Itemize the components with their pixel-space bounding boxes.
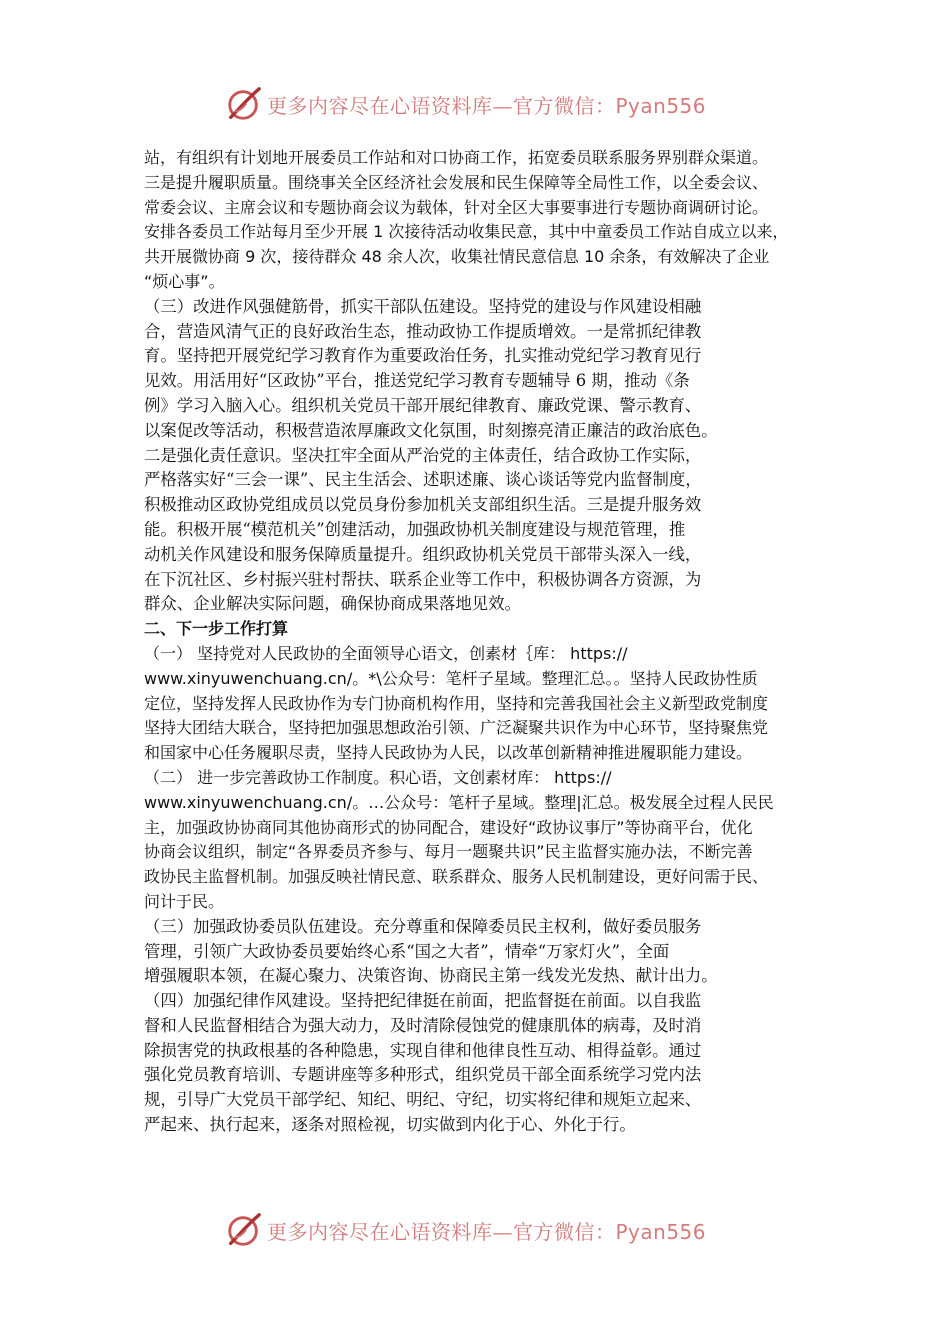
text-line: 强化党员教育培训、专题讲座等多种形式，组织党员干部全面系统学习党内法 bbox=[144, 1065, 702, 1085]
text-line: 严起来、执行起来，逐条对照检视，切实做到内化于心、外化于行。 bbox=[144, 1115, 636, 1135]
text-line: （四）加强纪律作风建设。坚持把纪律挺在前面，把监督挺在前面。以自我监 bbox=[144, 991, 702, 1011]
text-line: www.xinyuwenchuang.cn/。…公众号：笔杆子星域。整理|汇总。极发展全过程人民民 bbox=[144, 792, 774, 812]
footer-watermark bbox=[225, 1210, 706, 1250]
section-heading: 二、下一步工作打算 bbox=[144, 619, 289, 639]
banner-text bbox=[267, 90, 706, 119]
text-line: 合，营造风清气正的良好政治生态，推动政协工作提质增效。一是常抓纪律教 bbox=[144, 321, 702, 341]
text-line: 育。坚持把开展党纪学习教育作为重要政治任务，扎实推动党纪学习教育见行 bbox=[144, 346, 702, 366]
text-line: （一） 坚持党对人民政协的全面领导心语文，创素材｛库： https:// bbox=[144, 643, 628, 663]
text-line: 定位，坚持发挥人民政协作为专门协商机构作用，坚持和完善我国社会主义新型政党制度 bbox=[144, 693, 769, 713]
banner-handle: Pyan556 bbox=[615, 93, 707, 118]
text-line: 和国家中心任务履职尽责，坚持人民政协为人民，以改革创新精神推进履职能力建设。 bbox=[144, 743, 753, 763]
document-body bbox=[144, 146, 808, 1138]
text-line: 共开展微协商 9 次，接待群众 48 余人次，收集社情民意信息 10 余条，有效解决了企业 bbox=[144, 247, 770, 267]
text-line: 除损害党的执政根基的各种隐患，实现自律和他律良性互动、相得益彰。通过 bbox=[144, 1040, 702, 1060]
banner-caption: 更多内容尽在心语资料库—官方微信： bbox=[267, 1219, 616, 1244]
brush-logo-icon bbox=[225, 85, 263, 123]
text-line: 督和人民监督相结合为强大动力，及时清除侵蚀党的健康肌体的病毒，及时消 bbox=[144, 1015, 702, 1035]
text-line: 坚持大团结大联合，坚持把加强思想政治引领、广泛凝聚共识作为中心环节，坚持聚焦党 bbox=[144, 718, 769, 738]
banner-handle: Pyan556 bbox=[615, 1219, 707, 1244]
text-line: 三是提升履职质量。围绕事关全区经济社会发展和民生保障等全局性工作，以全委会议、 bbox=[144, 172, 769, 192]
text-line: 积极推动区政协党组成员以党员身份参加机关支部组织生活。三是提升服务效 bbox=[144, 495, 702, 515]
text-line: （二） 进一步完善政协工作制度。积心语，文创素材库： https:// bbox=[144, 767, 612, 787]
text-line: 安排各委员工作站每月至少开展 1 次接待活动收集民意，其中中童委员工作站自成立以来， bbox=[144, 222, 789, 242]
header-watermark bbox=[225, 84, 706, 124]
text-line: 二是强化责任意识。坚决扛牢全面从严治党的主体责任，结合政协工作实际， bbox=[144, 445, 702, 465]
text-line: 站，有组织有计划地开展委员工作站和对口协商工作，拓宽委员联系服务界别群众渠道。 bbox=[144, 148, 769, 167]
text-line: 动机关作风建设和服务保障质量提升。组织政协机关党员干部带头深入一线， bbox=[144, 544, 702, 564]
brush-logo-icon bbox=[225, 1211, 263, 1249]
text-line: 群众、企业解决实际问题，确保协商成果落地见效。 bbox=[144, 594, 521, 614]
text-line: 问计于民。 bbox=[144, 891, 225, 911]
text-line: 能。积极开展“模范机关”创建活动，加强政协机关制度建设与规范管理，推 bbox=[144, 519, 686, 539]
text-line: 增强履职本领，在凝心聚力、决策咨询、协商民主第一线发光发热、献计出力。 bbox=[144, 966, 718, 986]
text-line: 规，引导广大党员干部学纪、知纪、明纪、守纪，切实将纪律和规矩立起来、 bbox=[144, 1090, 702, 1110]
text-line: 主，加强政协协商同其他协商形式的协同配合，建设好“政协议事厅”等协商平台，优化 bbox=[144, 817, 753, 837]
text-line: 协商会议组织，制定“各界委员齐参与、每月一题聚共识”民主监督实施办法，不断完善 bbox=[144, 842, 753, 862]
text-line: www.xinyuwenchuang.cn/。*\公众号：笔杆子星域。整理汇总。。坚持人民政协性质 bbox=[144, 668, 758, 688]
text-line: “烦心事”。 bbox=[144, 271, 225, 291]
text-line: （三）改进作风强健筋骨，抓实干部队伍建设。坚持党的建设与作风建设相融 bbox=[144, 296, 702, 316]
banner-caption: 更多内容尽在心语资料库—官方微信： bbox=[267, 93, 616, 118]
text-line: 见效。用活用好“区政协”平台，推送党纪学习教育专题辅导 6 期，推动《条 bbox=[144, 371, 690, 391]
text-line: 以案促改等活动，积极营造浓厚廉政文化氛围，时刻擦亮清正廉洁的政治底色。 bbox=[144, 420, 718, 440]
text-line: 例》学习入脑入心。组织机关党员干部开展纪律教育、廉政党课、警示教育、 bbox=[144, 395, 702, 415]
text-line: 政协民主监督机制。加强反映社情民意、联系群众、服务人民机制建设，更好问需于民、 bbox=[144, 867, 769, 887]
text-line: 严格落实好“三会一课”、民主生活会、述职述廉、谈心谈话等党内监督制度， bbox=[144, 470, 702, 490]
text-line: （三）加强政协委员队伍建设。充分尊重和保障委员民主权利，做好委员服务 bbox=[144, 916, 702, 936]
text-line: 管理，引领广大政协委员要始终心系“国之大者”，情牵“万家灯火”，全面 bbox=[144, 941, 670, 961]
banner-text bbox=[267, 1216, 706, 1245]
text-line: 在下沉社区、乡村振兴驻村帮扶、联系企业等工作中，积极协调各方资源，为 bbox=[144, 569, 702, 589]
text-line: 常委会议、主席会议和专题协商会议为载体，针对全区大事要事进行专题协商调研讨论。 bbox=[144, 197, 769, 217]
